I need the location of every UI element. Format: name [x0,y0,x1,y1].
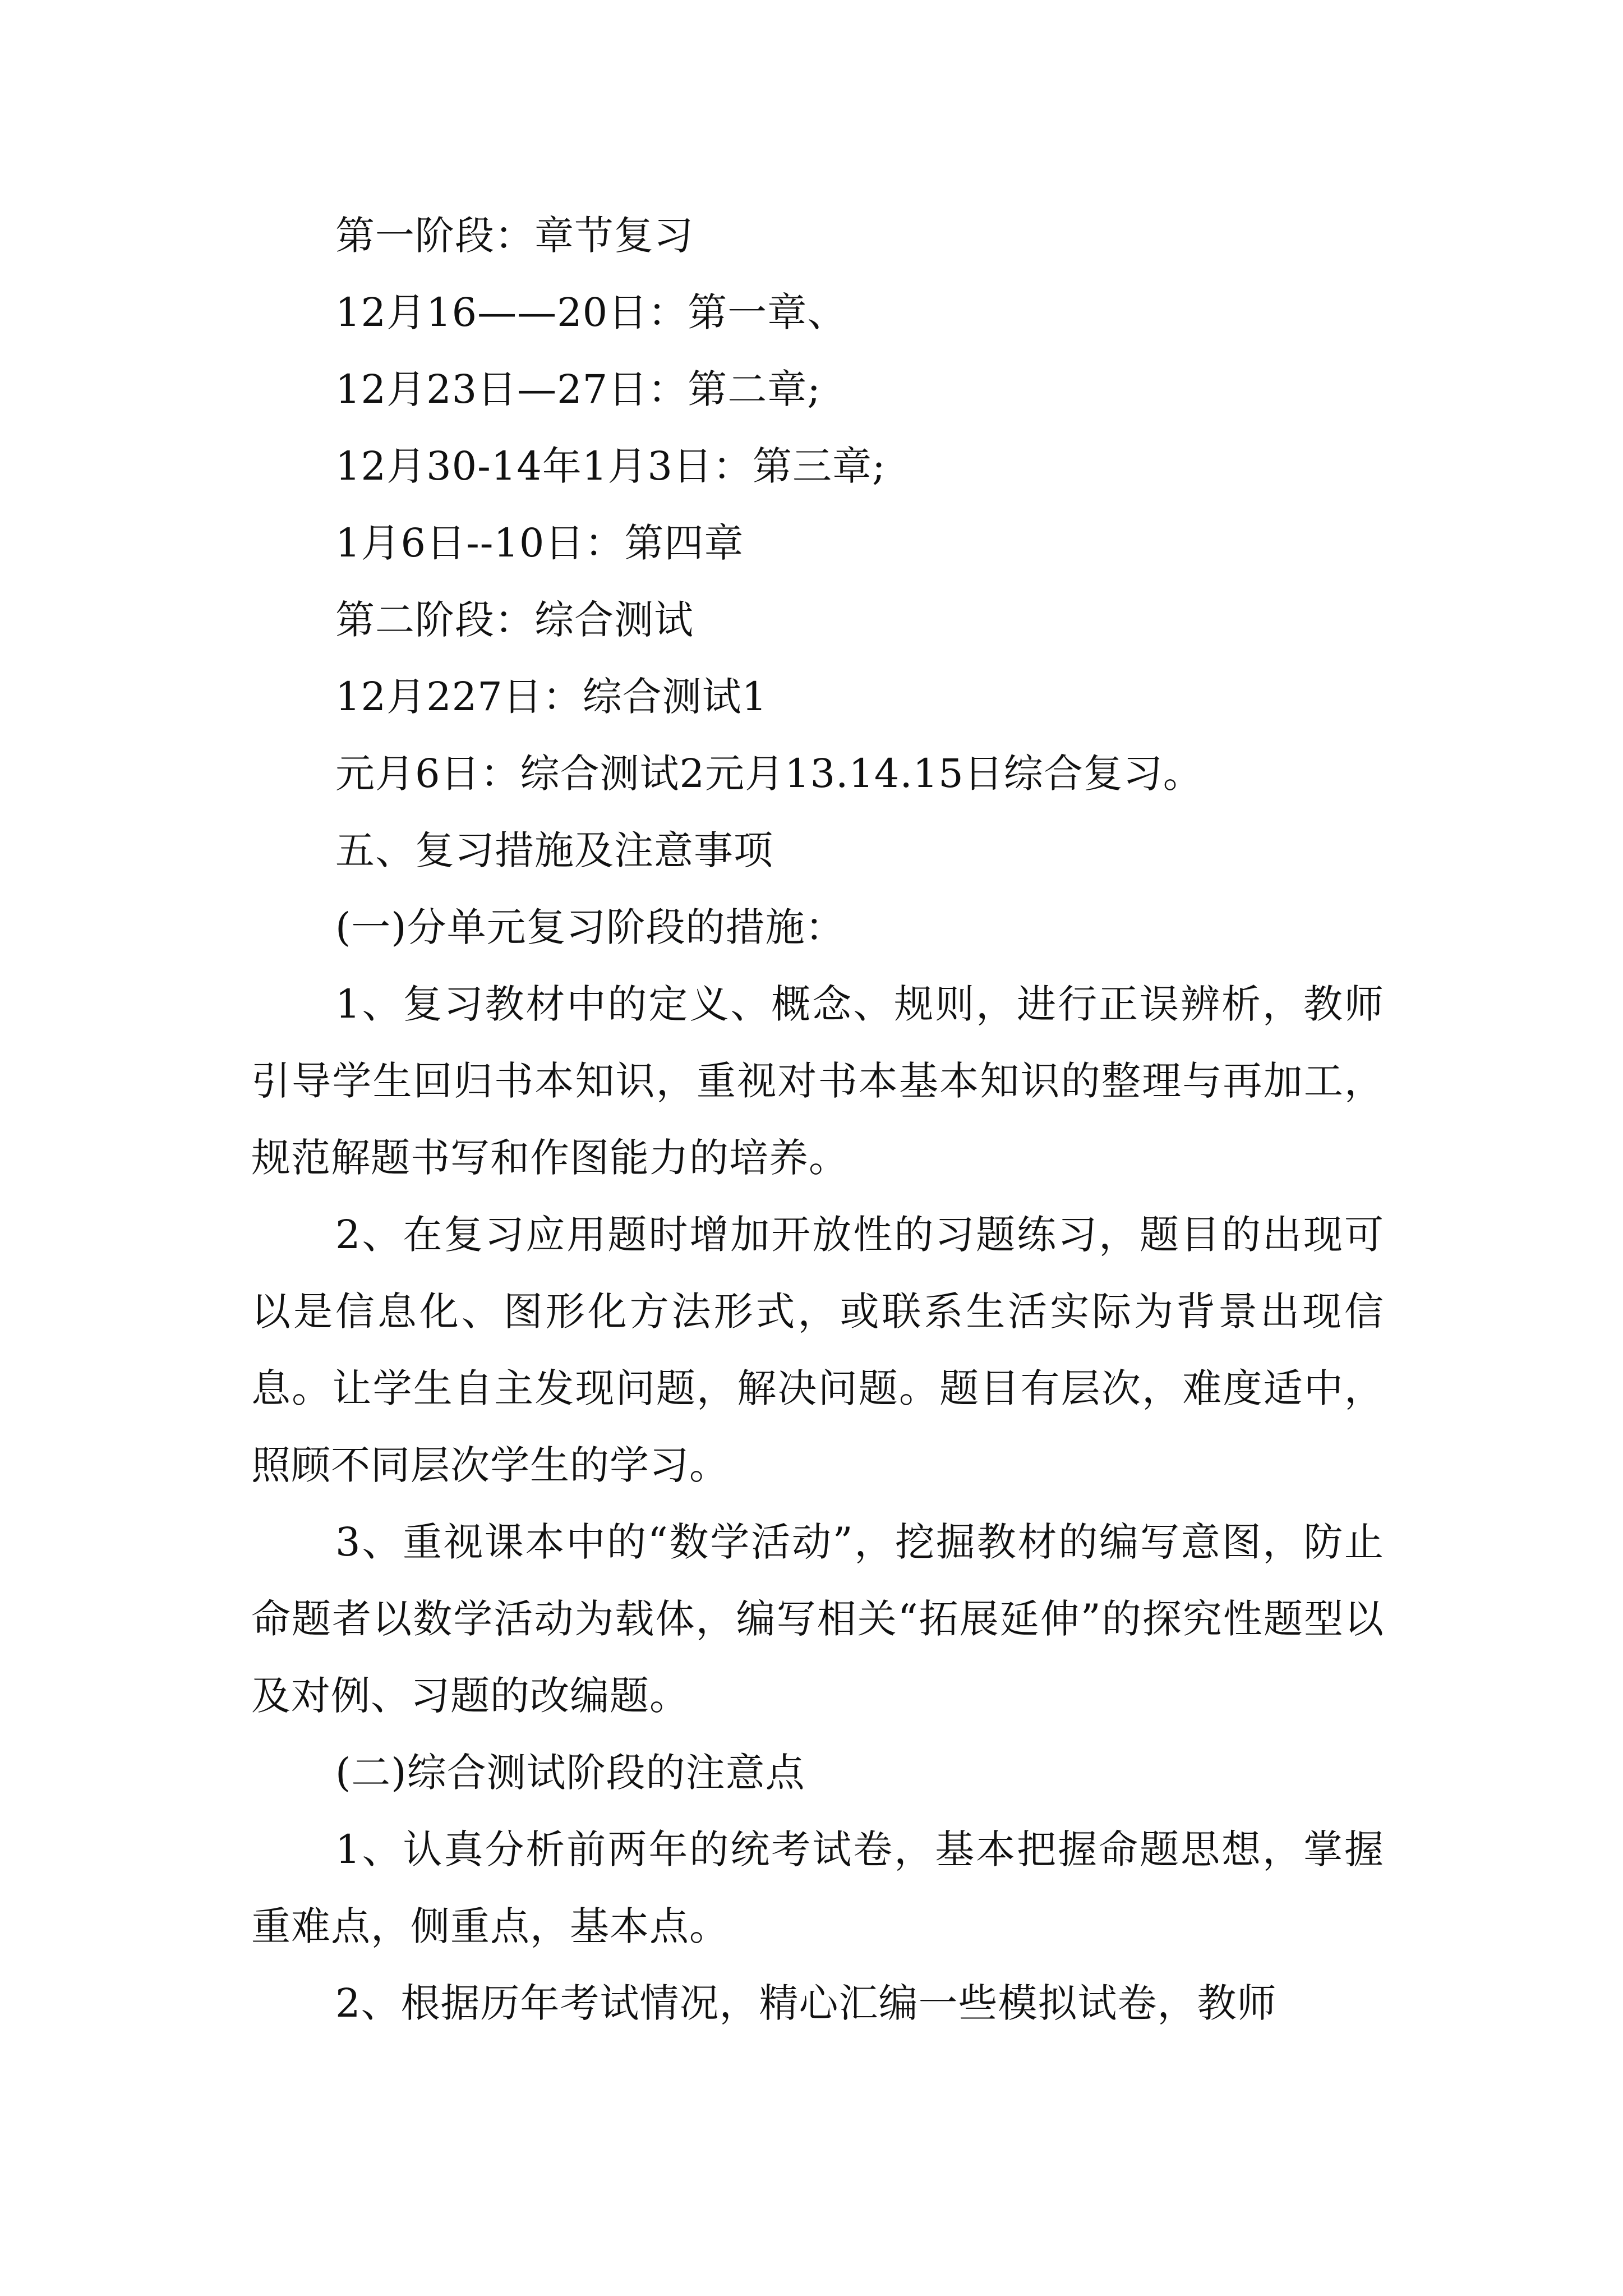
body-paragraph: 2、在复习应用题时增加开放性的习题练习，题目的出现可以是信息化、图形化方法形式，或联系生活实际为背景出现信息。让学生自主发现问题，解决问题。题目有层次，难度适中，照顾不同层次学生的学习。 [251,1212,1384,1488]
schedule-line: 12月16——20日：第一章、 [335,289,847,335]
schedule-line: 12月227日：综合测试1 [335,674,768,720]
body-paragraph: 1、认真分析前两年的统考试卷，基本把握命题思想，掌握重难点，侧重点，基本点。 [251,1826,1384,1949]
schedule-line: 12月30-14年1月3日：第三章; [335,443,886,489]
schedule-line: 12月23日—27日：第二章; [335,366,821,412]
subsection-heading: (二)综合测试阶段的注意点 [335,1750,805,1796]
document-body [251,197,1384,2042]
heading-stage-one: 第一阶段：章节复习 [335,213,694,259]
body-paragraph: 3、重视课本中的“数学活动”，挖掘教材的编写意图，防止命题者以数学活动为载体，编写相关“拓展延伸”的探究性题型以及对例、习题的改编题。 [251,1519,1384,1719]
section-heading: 五、复习措施及注意事项 [335,827,773,873]
heading-stage-two: 第二阶段：综合测试 [335,597,694,643]
schedule-line: 元月6日：综合测试2元月13.14.15日综合复习。 [335,751,1203,797]
schedule-line: 1月6日--10日：第四章 [335,520,744,566]
body-paragraph: 2、根据历年考试情况，精心汇编一些模拟试卷，教师 [335,1980,1277,2026]
subsection-heading: (一)分单元复习阶段的措施： [335,904,845,950]
body-paragraph: 1、复习教材中的定义、概念、规则，进行正误辨析，教师引导学生回归书本知识，重视对书本基本知识的整理与再加工，规范解题书写和作图能力的培养。 [251,981,1384,1181]
